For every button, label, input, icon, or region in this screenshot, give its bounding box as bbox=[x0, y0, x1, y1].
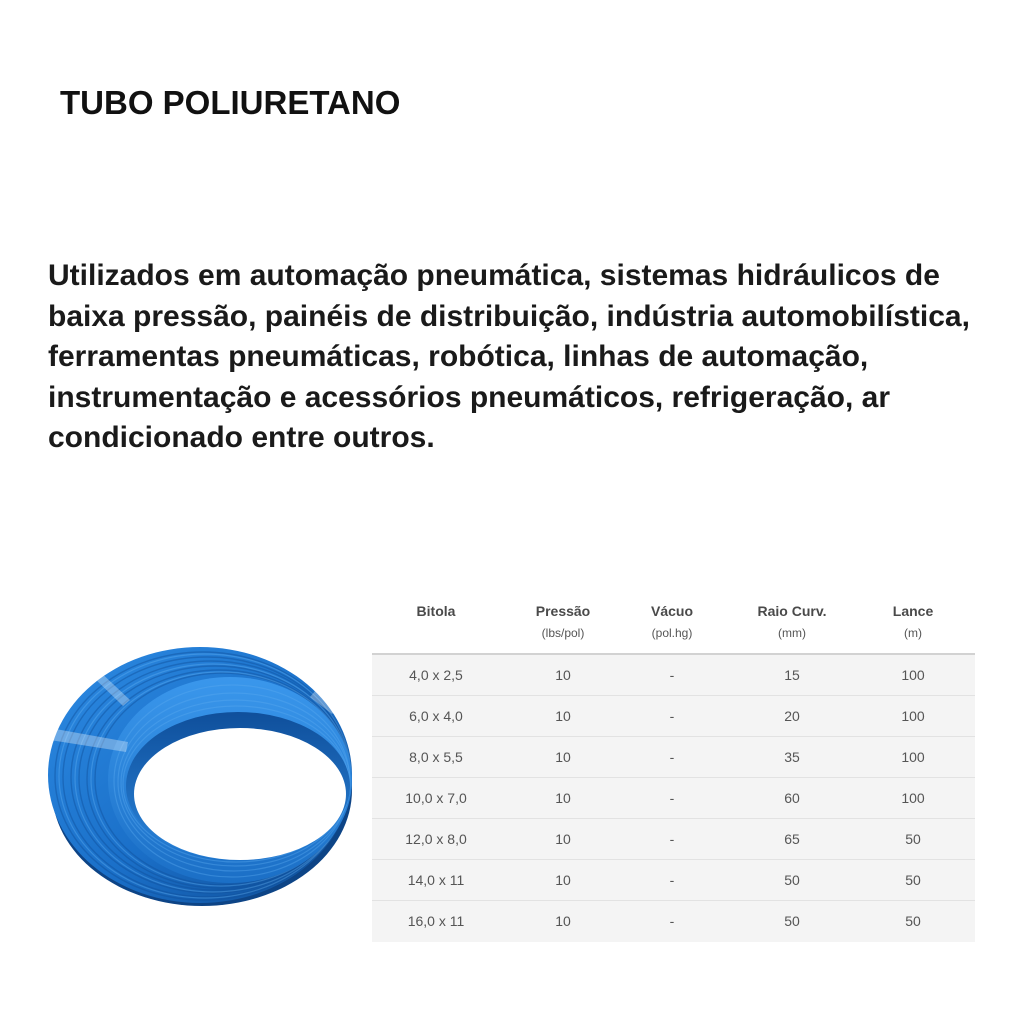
spec-table bbox=[372, 596, 975, 942]
cell-pressao: 10 bbox=[555, 831, 571, 847]
description-line: condicionado entre outros. bbox=[48, 421, 435, 454]
header-label: Pressão bbox=[535, 603, 591, 619]
cell-bitola: 14,0 x 11 bbox=[407, 872, 465, 888]
header-unit: (lbs/pol) bbox=[541, 626, 585, 640]
header-label: Lance bbox=[892, 603, 934, 619]
cell-lance: 50 bbox=[905, 913, 921, 929]
header-unit: (m) bbox=[904, 626, 922, 640]
product-description bbox=[48, 256, 970, 459]
cell-raio-curv: 65 bbox=[784, 831, 800, 847]
table-row bbox=[372, 696, 975, 737]
header-label: Raio Curv. bbox=[757, 603, 827, 619]
cell-vacuo: - bbox=[669, 667, 675, 683]
cell-pressao: 10 bbox=[555, 708, 571, 724]
cell-pressao: 10 bbox=[555, 872, 571, 888]
description-line: ferramentas pneumáticas, robótica, linhas de automação, bbox=[48, 340, 869, 373]
header-label: Bitola bbox=[416, 603, 456, 619]
cell-vacuo: - bbox=[669, 790, 675, 806]
cell-vacuo: - bbox=[669, 872, 675, 888]
cell-pressao: 10 bbox=[555, 790, 571, 806]
cell-raio-curv: 50 bbox=[784, 872, 800, 888]
cell-raio-curv: 20 bbox=[784, 708, 800, 724]
cell-vacuo: - bbox=[669, 913, 675, 929]
header-pressao bbox=[500, 596, 626, 653]
cell-raio-curv: 35 bbox=[784, 749, 800, 765]
cell-vacuo: - bbox=[669, 708, 675, 724]
cell-bitola: 6,0 x 4,0 bbox=[409, 708, 463, 724]
header-lance bbox=[866, 596, 975, 653]
cell-pressao: 10 bbox=[555, 667, 571, 683]
table-row bbox=[372, 778, 975, 819]
cell-bitola: 12,0 x 8,0 bbox=[405, 831, 467, 847]
header-vacuo bbox=[626, 596, 718, 653]
cell-lance: 100 bbox=[901, 790, 925, 806]
page-title: TUBO POLIURETANO bbox=[60, 84, 401, 121]
header-bitola bbox=[372, 596, 500, 653]
cell-pressao: 10 bbox=[555, 749, 571, 765]
header-unit: (pol.hg) bbox=[651, 626, 693, 640]
table-row bbox=[372, 901, 975, 942]
table-row bbox=[372, 655, 975, 696]
cell-bitola: 10,0 x 7,0 bbox=[405, 790, 467, 806]
cell-bitola: 4,0 x 2,5 bbox=[409, 667, 463, 683]
cell-lance: 50 bbox=[905, 872, 921, 888]
cell-bitola: 16,0 x 11 bbox=[407, 913, 465, 929]
cell-lance: 100 bbox=[901, 708, 925, 724]
table-row bbox=[372, 819, 975, 860]
tube-coil-image bbox=[44, 636, 360, 916]
cell-vacuo: - bbox=[669, 831, 675, 847]
cell-raio-curv: 50 bbox=[784, 913, 800, 929]
coil-hole bbox=[134, 728, 346, 860]
cell-lance: 100 bbox=[901, 749, 925, 765]
description-line: Utilizados em automação pneumática, sistemas hidráulicos de bbox=[48, 259, 940, 292]
cell-raio-curv: 15 bbox=[784, 667, 800, 683]
description-line: baixa pressão, painéis de distribuição, indústria automobilística, bbox=[48, 299, 970, 333]
cell-vacuo: - bbox=[669, 749, 675, 765]
cell-bitola: 8,0 x 5,5 bbox=[409, 749, 463, 765]
table-row bbox=[372, 737, 975, 778]
cell-pressao: 10 bbox=[555, 913, 571, 929]
table-row bbox=[372, 860, 975, 901]
header-unit: (mm) bbox=[778, 626, 806, 640]
cell-lance: 50 bbox=[905, 831, 921, 847]
header-raio-curv bbox=[718, 596, 866, 653]
header-label: Vácuo bbox=[650, 603, 693, 619]
cell-lance: 100 bbox=[901, 667, 925, 683]
cell-raio-curv: 60 bbox=[784, 790, 800, 806]
description-line: instrumentação e acessórios pneumáticos, refrigeração, ar bbox=[48, 380, 891, 414]
table-header bbox=[372, 596, 975, 655]
